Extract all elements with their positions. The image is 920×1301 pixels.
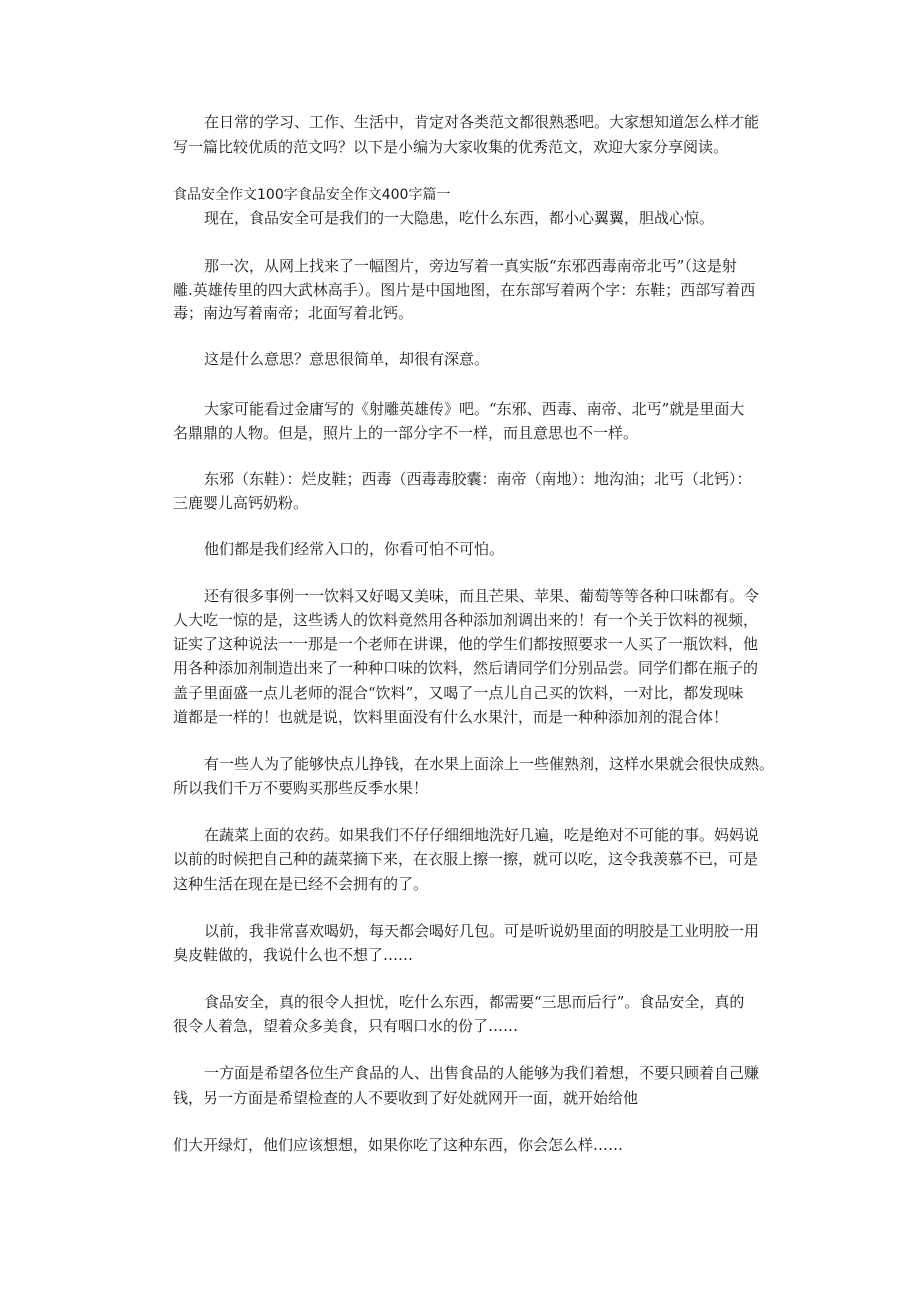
article-heading: 食品安全作文100字食品安全作文400字篇一 (173, 187, 451, 203)
paragraph-line: 一方面是希望各位生产食品的人、出售食品的人能够为我们着想，不要只顾着自己赚 (204, 1064, 760, 1082)
paragraph-line: 有一些人为了能够快点儿挣钱，在水果上面涂上一些催熟剂，这样水果就会很快成熟。 (204, 755, 775, 773)
paragraph-line: 证实了这种说法一一那是一个老师在讲课，他的学生们都按照要求一人买了一瓶饮料，他 (173, 635, 759, 653)
paragraph-line: 那一次，从网上找来了一幅图片，旁边写着一真实版“东邪西毒南帝北丐”（这是射 (204, 257, 737, 275)
paragraph-line: 们大开绿灯，他们应该想想，如果你吃了这种东西，你会怎么样…… (173, 1136, 624, 1154)
paragraph-line: 人大吃一惊的是，这些诱人的饮料竟然用各种添加剂调出来的！有一个关于饮料的视频， (173, 611, 759, 629)
paragraph-line: 名鼎鼎的人物。但是，照片上的一部分字不一样，而且意思也不一样。 (173, 424, 639, 442)
paragraph-line: 以前，我非常喜欢喝奶，每天都会喝好几包。可是听说奶里面的明胶是工业明胶一用 (204, 922, 760, 940)
paragraph-line: 三鹿婴儿高钙奶粉。 (173, 494, 309, 512)
paragraph-line: 毒；南边写着南帝；北面写着北钙。 (173, 304, 414, 322)
paragraph-line: 用各种添加剂制造出来了一种种口味的饮料，然后请同学们分别品尝。同学们都在瓶子的 (173, 659, 759, 677)
intro-line-1: 在日常的学习、工作、生活中，肯定对各类范文都很熟悉吧。大家想知道怎么样才能 (204, 113, 760, 131)
paragraph-line: 这种生活在现在是已经不会拥有的了。 (173, 875, 429, 893)
paragraph-line: 东邪（东鞋）：烂皮鞋；西毒（西毒毒胶囊：南帝（南地）：地沟油；北丐（北钙）： (204, 470, 752, 488)
paragraph-line: 很令人着急，望着众多美食，只有咽口水的份了…… (173, 1017, 519, 1035)
paragraph-line: 他们都是我们经常入口的，你看可怕不可怕。 (204, 540, 505, 558)
paragraph-line: 道都是一样的！也就是说，饮料里面没有什么水果汁，而是一种种添加剂的混合体！ (173, 708, 729, 726)
paragraph-line: 食品安全，真的很令人担忧，吃什么东西，都需要“三思而后行”。食品安全，真的 (204, 993, 745, 1011)
paragraph-line: 以前的时候把自己种的蔬菜摘下来，在衣服上擦一擦，就可以吃，这令我羡慕不已，可是 (173, 850, 759, 868)
paragraph-line: 大家可能看过金庸写的《射雕英雄传》吧。“东邪、西毒、南帝、北丐”就是里面大 (204, 400, 745, 418)
intro-line-2: 写一篇比较优质的范文吗？以下是小编为大家收集的优秀范文，欢迎大家分享阅读。 (173, 138, 729, 156)
paragraph-line: 在蔬菜上面的农药。如果我们不仔仔细细地洗好几遍，吃是绝对不可能的事。妈妈说 (204, 826, 760, 844)
paragraph-line: 现在，食品安全可是我们的一大隐患，吃什么东西，都小心翼翼，胆战心惊。 (204, 209, 715, 227)
paragraph-line: 所以我们千万不要购买那些反季水果！ (173, 779, 429, 797)
paragraph-line: 臭皮鞋做的，我说什么也不想了…… (173, 946, 414, 964)
paragraph-line: 这是什么意思？意思很简单，却很有深意。 (204, 350, 490, 368)
paragraph-line: 盖子里面盛一点儿老师的混合“饮料”，又喝了一点儿自己买的饮料，一对比，都发现味 (173, 684, 744, 702)
paragraph-line: 还有很多事例一一饮料又好喝又美味，而且芒果、苹果、葡萄等等各种口味都有。令 (204, 587, 760, 605)
paragraph-line: 钱，另一方面是希望检查的人不要收到了好处就网开一面，就开始给他 (173, 1089, 639, 1107)
paragraph-line: 雕.英雄传里的四大武林高手）。图片是中国地图，在东部写着两个字：东鞋；西部写着西 (173, 281, 756, 299)
